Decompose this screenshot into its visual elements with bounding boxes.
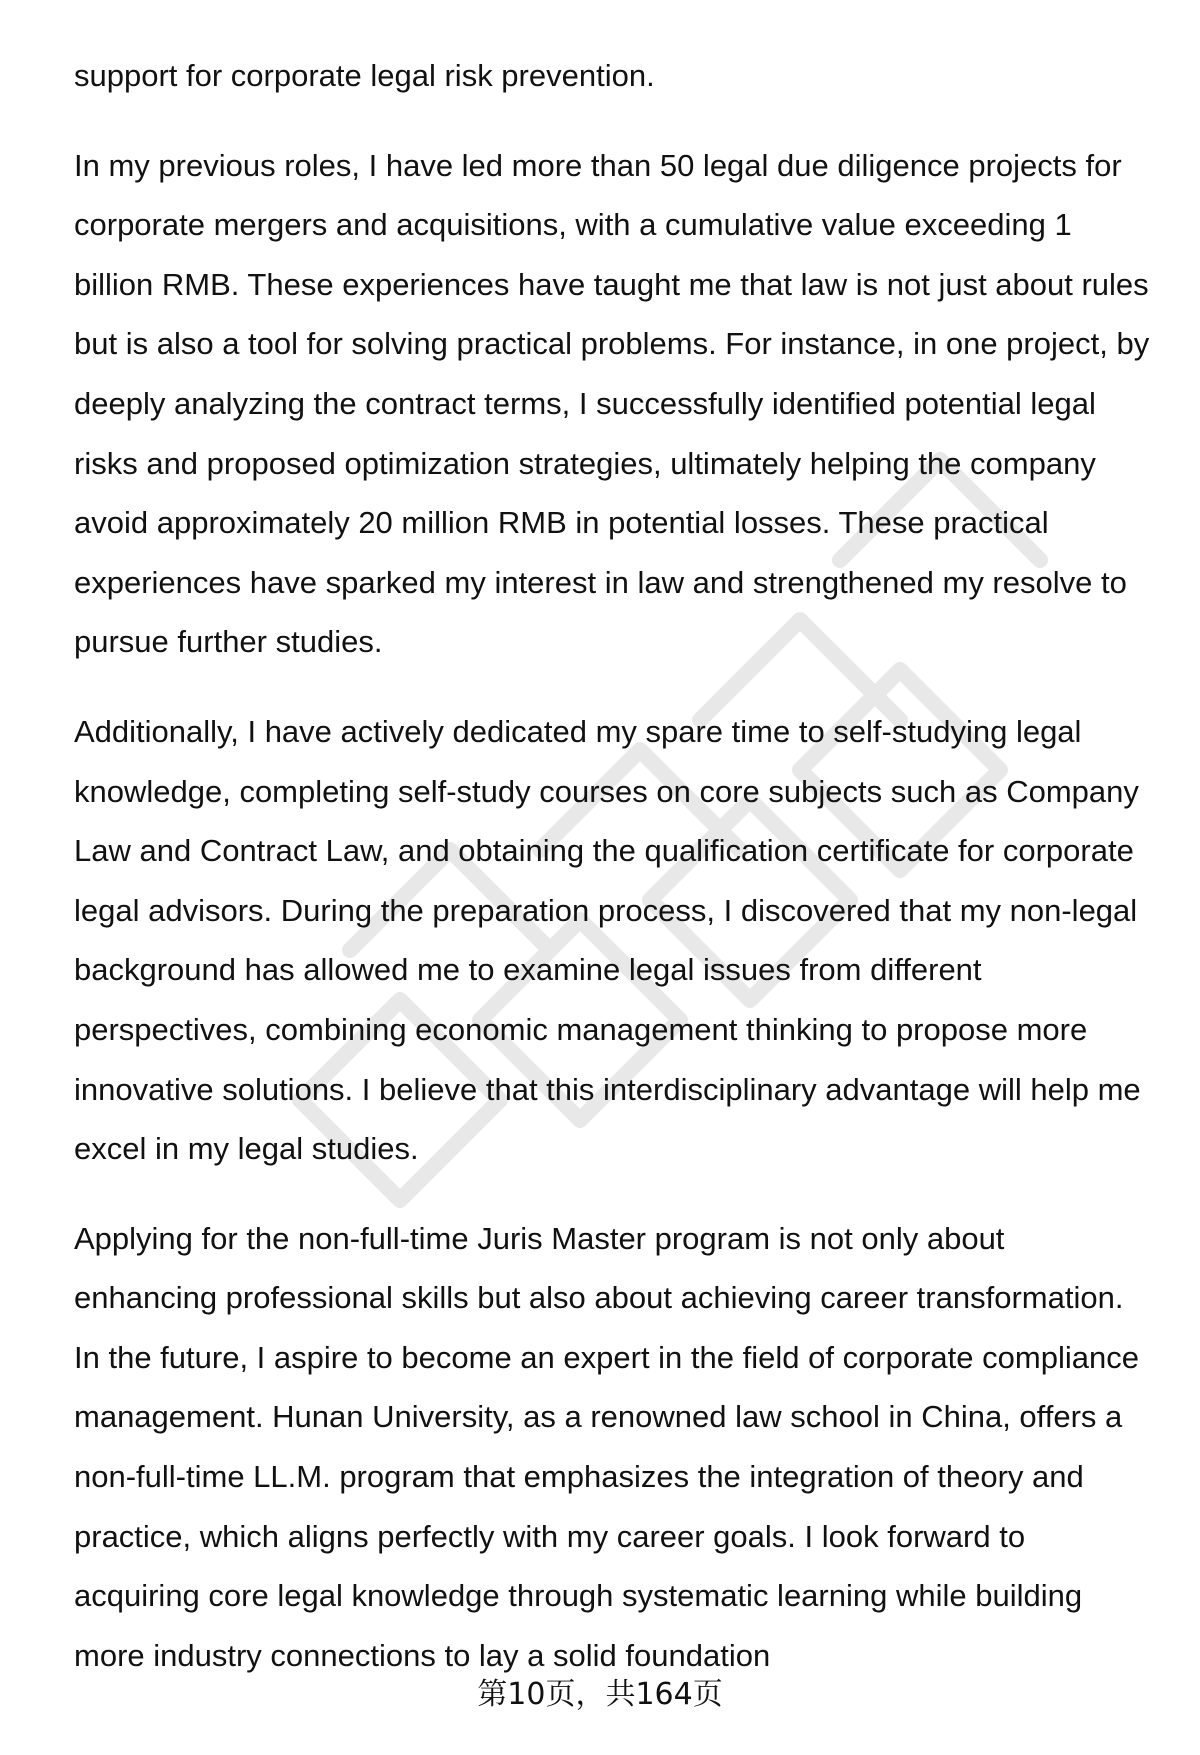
paragraph: In my previous roles, I have led more than 50 legal due diligence projects for corporate mergers and acquisitions, with a cumulative value exceeding 1 billion RMB. These experiences have taught me that law is not just about rules but is also a tool for solving practical problems. For instance, in one project, by deeply analyzing the contract terms, I successfully identified potential legal risks and proposed optimization strategies, ultimately helping the company avoid approximately 20 million RMB in potential losses. These practical experiences have sparked my interest in law and strengthened my resolve to pursue further studies. — [74, 147, 1150, 660]
paragraph: Additionally, I have actively dedicated my spare time to self-studying legal knowledge, completing self-study courses on core subjects such as Company Law and Contract Law, and obtaining the qualification certificate for corporate legal advisors. During the preparation process, I discovered that my non-legal background has allowed me to examine legal issues from different perspectives, combining economic management thinking to propose more innovative solutions. I believe that this interdisciplinary advantage will help me excel in my legal studies. — [74, 713, 1141, 1167]
page-footer: 第10页，共164页 — [477, 1677, 723, 1712]
paragraph: support for corporate legal risk prevention. — [74, 58, 655, 93]
document-body — [74, 46, 1154, 1715]
paragraph: Applying for the non-full-time Juris Master program is not only about enhancing professional skills but also about achieving career transformation. In the future, I aspire to become an expert in the field of corporate compliance management. Hunan University, as a renowned law school in China, offers a non-full-time LL.M. program that emphasizes the integration of theory and practice, which aligns perfectly with my career goals. I look forward to acquiring core legal knowledge through systematic learning while building more industry connections to lay a solid foundation — [74, 1220, 1139, 1673]
